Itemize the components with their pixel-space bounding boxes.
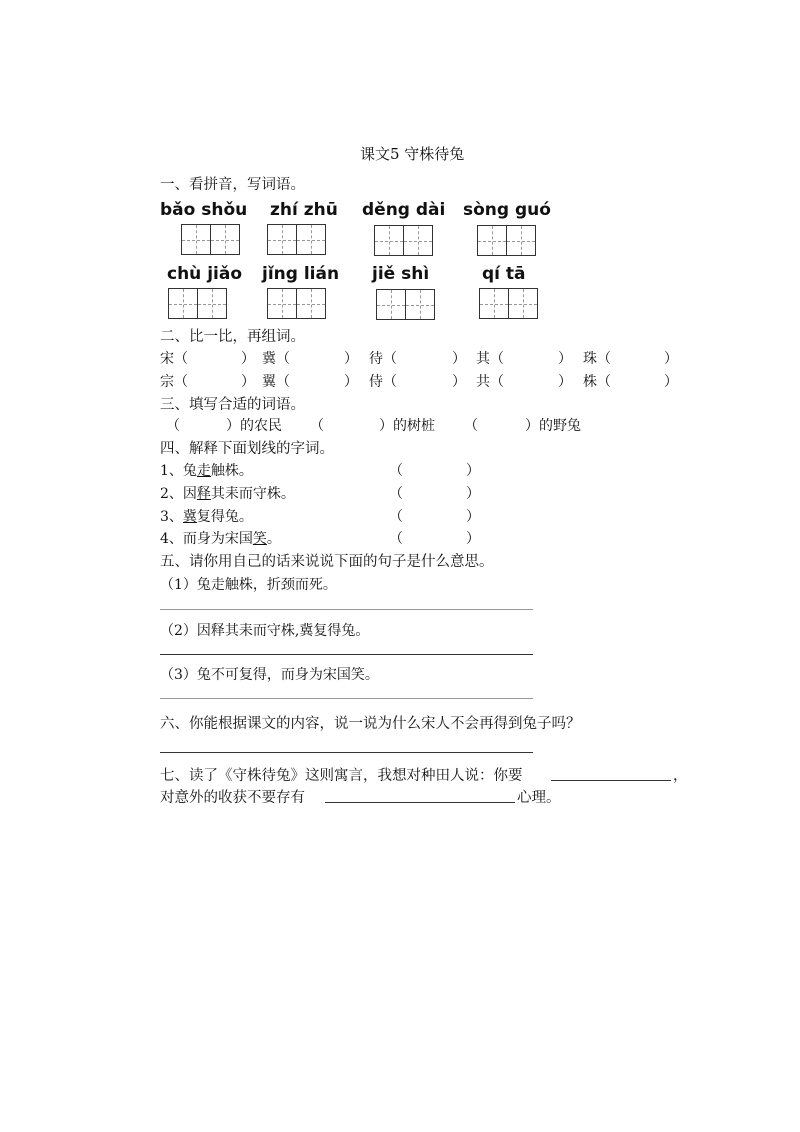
fill-3-text: ）的野兔 — [525, 418, 581, 434]
compare-row2-b-close: ） — [344, 374, 358, 390]
pinyin-7: jiě shì — [372, 264, 430, 284]
section1-heading: 一、看拼音，写词语。 — [160, 177, 305, 193]
pinyin-6: jǐng lián — [262, 264, 340, 284]
section6-heading: 六、你能根据课文的内容，说一说为什么宋人不会再得到兔子吗？ — [160, 716, 581, 732]
sentence-2: （2）因释其耒而守株,冀复得兔。 — [160, 623, 370, 639]
explain-1-close: ） — [466, 463, 480, 479]
explain-4-open: （ — [389, 531, 403, 547]
compare-row2-c-open: 侍（ — [369, 374, 397, 390]
compare-row2-e-close: ） — [664, 374, 678, 390]
section3-heading: 三、填写合适的词语。 — [160, 397, 305, 413]
writing-grid-7[interactable] — [376, 289, 435, 320]
compare-row2-a-close: ） — [241, 374, 255, 390]
compare-row2-d-close: ） — [558, 374, 572, 390]
fill-2-open: （ — [310, 418, 324, 434]
explain-2-close: ） — [466, 486, 480, 502]
section7-line2-end: 心理。 — [517, 790, 561, 806]
compare-row1-c-open: 待（ — [369, 351, 397, 367]
section7-comma: ， — [673, 768, 688, 784]
fill-1-text: ）的农民 — [226, 418, 282, 434]
compare-row1-a-open: 宋（ — [160, 351, 188, 367]
explain-item-3: 3、冀复得兔。 — [160, 509, 253, 525]
compare-row2-b-open: 翼（ — [262, 374, 290, 390]
fill-2-text: ）的树桩 — [379, 418, 435, 434]
sentence-3: （3）兔不可复得，而身为宋国笑。 — [160, 667, 379, 683]
explain-3-open: （ — [389, 509, 403, 525]
pinyin-2: zhí zhū — [270, 200, 338, 220]
compare-row1-b-open: 冀（ — [262, 351, 290, 367]
writing-grid-2[interactable] — [267, 224, 326, 255]
compare-row2-c-close: ） — [452, 374, 466, 390]
explain-1-open: （ — [389, 463, 403, 479]
explain-item-4: 4、而身为宋国笑。 — [160, 531, 281, 547]
pinyin-3: děng dài — [362, 200, 446, 220]
blank-1[interactable] — [551, 780, 671, 781]
explain-4-close: ） — [466, 531, 480, 547]
pinyin-5: chù jiǎo — [167, 264, 243, 284]
compare-row1-a-close: ） — [241, 351, 255, 367]
fill-3-open: （ — [464, 418, 478, 434]
sentence-1: （1）兔走触株，折颈而死。 — [160, 577, 337, 593]
writing-grid-6[interactable] — [267, 288, 326, 319]
section2-heading: 二、比一比，再组词。 — [160, 329, 305, 345]
explain-item-2: 2、因释其耒而守株。 — [160, 486, 295, 502]
section4-heading: 四、解释下面划线的字词。 — [160, 441, 334, 457]
writing-grid-3[interactable] — [374, 225, 433, 256]
writing-grid-5[interactable] — [168, 288, 227, 319]
compare-row1-d-close: ） — [558, 351, 572, 367]
blank-2[interactable] — [325, 802, 515, 803]
compare-row1-c-close: ） — [452, 351, 466, 367]
explain-2-open: （ — [389, 486, 403, 502]
compare-row2-a-open: 宗（ — [160, 374, 188, 390]
section7-line1: 七、读了《守株待兔》这则寓言，我想对种田人说：你要 — [160, 768, 523, 784]
answer-line-3[interactable] — [160, 698, 533, 699]
pinyin-4: sòng guó — [463, 200, 551, 220]
explain-item-1: 1、兔走触株。 — [160, 463, 253, 479]
pinyin-8: qí tā — [482, 264, 526, 284]
section7-line2-start: 对意外的收获不要存有 — [160, 790, 305, 806]
writing-grid-8[interactable] — [479, 288, 538, 319]
writing-grid-1[interactable] — [181, 224, 240, 255]
writing-grid-4[interactable] — [477, 225, 536, 256]
answer-line-4[interactable] — [160, 752, 533, 753]
pinyin-1: bǎo shǒu — [160, 200, 248, 220]
compare-row2-d-open: 共（ — [476, 374, 504, 390]
fill-1-open: （ — [166, 418, 180, 434]
answer-line-1[interactable] — [160, 609, 533, 610]
compare-row1-d-open: 其（ — [476, 351, 504, 367]
compare-row2-e-open: 株（ — [583, 374, 611, 390]
section5-heading: 五、请你用自己的话来说说下面的句子是什么意思。 — [160, 554, 494, 570]
compare-row1-e-close: ） — [664, 351, 678, 367]
answer-line-2[interactable] — [160, 654, 533, 655]
explain-3-close: ） — [466, 509, 480, 525]
page-title: 课文5 守株待兔 — [360, 145, 465, 163]
compare-row1-b-close: ） — [344, 351, 358, 367]
compare-row1-e-open: 珠（ — [583, 351, 611, 367]
